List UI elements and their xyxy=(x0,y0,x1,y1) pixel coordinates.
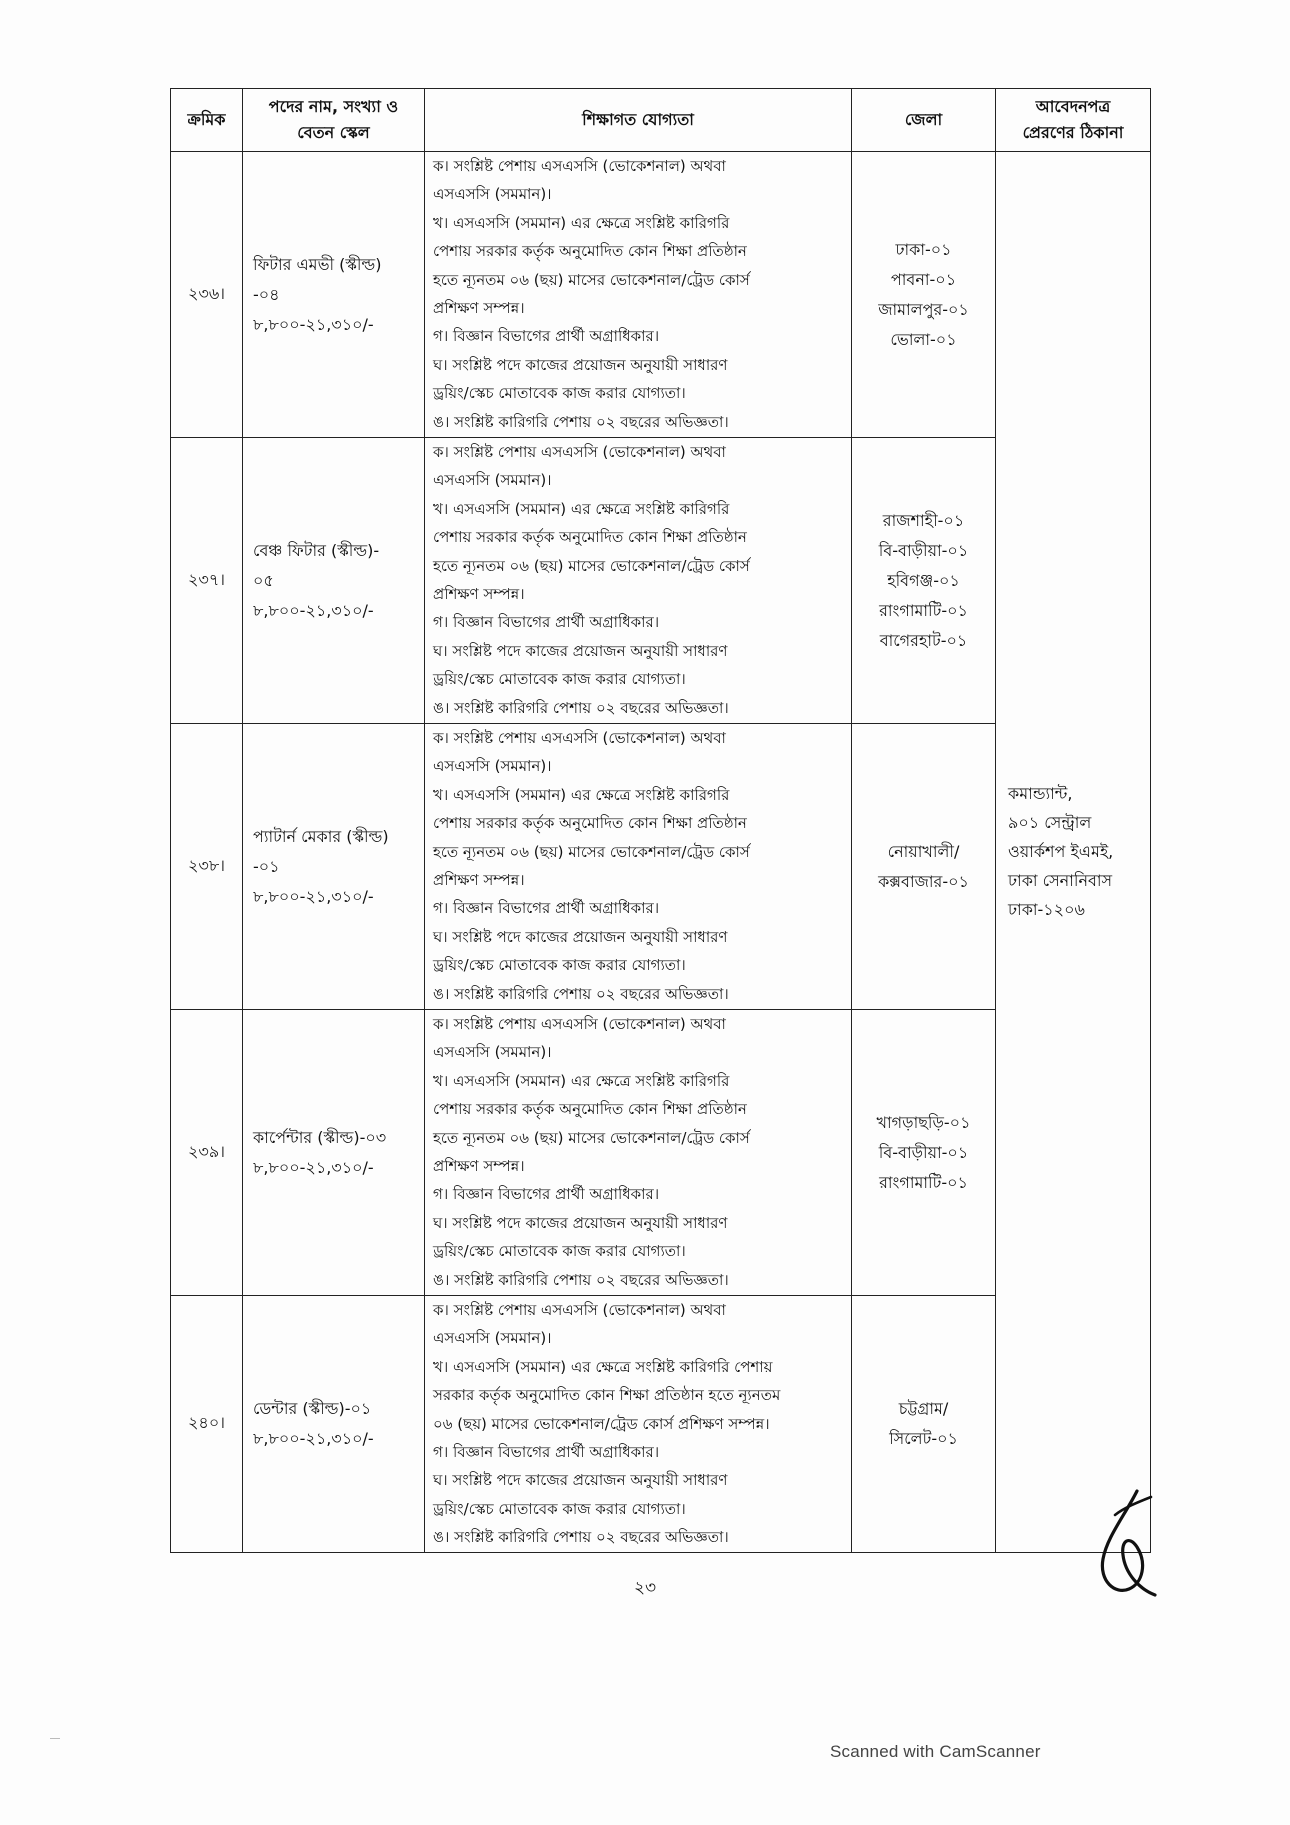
education-line: ড্রয়িং/স্কেচ মোতাবেক কাজ করার যোগ্যতা। xyxy=(433,1499,686,1518)
education-line: এসএসসি (সমমান)। xyxy=(433,471,552,490)
education-line: ঙ। সংশ্লিষ্ট কারিগরি পেশায় ০২ বছরের অভিজ্ঞতা। xyxy=(433,1528,729,1547)
district-line: ঢাকা-০১ xyxy=(895,239,952,259)
education-line: খ। এসএসসি (সমমান) এর ক্ষেত্রে সংশ্লিষ্ট কারিগরি xyxy=(433,499,730,518)
post-cell xyxy=(243,438,425,724)
district-line: রাংগামাটি-০১ xyxy=(879,1172,968,1192)
post-cell xyxy=(243,1296,425,1553)
post-line: ৮,৮০০-২১,৩১০/- xyxy=(253,600,374,620)
header-address-line: প্রেরণের ঠিকানা xyxy=(1022,123,1124,142)
education-line: এসএসসি (সমমান)। xyxy=(433,1329,552,1348)
header-post-line: বেতন স্কেল xyxy=(297,123,370,142)
serial-cell: ২৩৮। xyxy=(171,724,243,1010)
education-line: পেশায় সরকার কর্তৃক অনুমোদিত কোন শিক্ষা প্রতিষ্ঠান xyxy=(433,1100,747,1119)
district-line: জামালপুর-০১ xyxy=(878,299,969,319)
education-line: ঘ। সংশ্লিষ্ট পদে কাজের প্রয়োজন অনুযায়ী সাধারণ xyxy=(433,927,728,946)
education-line: ০৬ (ছয়) মাসের ভোকেশনাল/ট্রেড কোর্স প্রশিক্ষণ সম্পন্ন। xyxy=(433,1414,770,1433)
district-cell xyxy=(852,438,996,724)
district-line: বাগেরহাট-০১ xyxy=(879,630,968,650)
district-line: খাগড়াছড়ি-০১ xyxy=(876,1112,971,1132)
district-line: রাজশাহী-০১ xyxy=(882,510,965,530)
education-line: ক। সংশ্লিষ্ট পেশায় এসএসসি (ভোকেশনাল) অথবা xyxy=(433,729,726,747)
education-cell xyxy=(425,1010,852,1296)
post-line: ডেন্টার (স্কীল্ড)-০১ xyxy=(253,1398,372,1418)
post-line: ৮,৮০০-২১,৩১০/- xyxy=(253,886,374,906)
post-line: ০৫ xyxy=(253,570,274,590)
vacancy-table xyxy=(170,88,1151,1553)
district-line: ভোলা-০১ xyxy=(890,329,957,349)
education-line: গ। বিজ্ঞান বিভাগের প্রার্থী অগ্রাধিকার। xyxy=(433,1443,660,1462)
education-line: হতে ন্যূনতম ০৬ (ছয়) মাসের ভোকেশনাল/ট্রেড কোর্স xyxy=(433,556,750,575)
education-line: ড্রয়িং/স্কেচ মোতাবেক কাজ করার যোগ্যতা। xyxy=(433,384,686,403)
table-row xyxy=(171,152,1151,438)
education-line: হতে ন্যূনতম ০৬ (ছয়) মাসের ভোকেশনাল/ট্রেড কোর্স xyxy=(433,1128,750,1147)
district-line: সিলেট-০১ xyxy=(889,1428,958,1448)
scan-edge-mark xyxy=(50,1738,60,1739)
education-line: ড্রয়িং/স্কেচ মোতাবেক কাজ করার যোগ্যতা। xyxy=(433,1242,686,1261)
serial-cell: ২৩৬। xyxy=(171,152,243,438)
post-line: ৮,৮০০-২১,৩১০/- xyxy=(253,1157,374,1177)
education-line: গ। বিজ্ঞান বিভাগের প্রার্থী অগ্রাধিকার। xyxy=(433,613,660,632)
education-line: ঘ। সংশ্লিষ্ট পদে কাজের প্রয়োজন অনুযায়ী সাধারণ xyxy=(433,355,728,374)
education-line: পেশায় সরকার কর্তৃক অনুমোদিত কোন শিক্ষা প্রতিষ্ঠান xyxy=(433,814,747,833)
education-line: সরকার কর্তৃক অনুমোদিত কোন শিক্ষা প্রতিষ্ঠান হতে ন্যূনতম xyxy=(433,1386,781,1405)
header-education: শিক্ষাগত যোগ্যতা xyxy=(425,89,852,152)
education-cell xyxy=(425,438,852,724)
district-cell xyxy=(852,1010,996,1296)
education-line: গ। বিজ্ঞান বিভাগের প্রার্থী অগ্রাধিকার। xyxy=(433,1185,660,1204)
serial-cell: ২৩৭। xyxy=(171,438,243,724)
district-line: চট্টগ্রাম/ xyxy=(898,1398,949,1418)
education-cell xyxy=(425,1296,852,1553)
header-serial: ক্রমিক xyxy=(171,89,243,152)
education-line: ঙ। সংশ্লিষ্ট কারিগরি পেশায় ০২ বছরের অভিজ্ঞতা। xyxy=(433,412,729,431)
education-line: হতে ন্যূনতম ০৬ (ছয়) মাসের ভোকেশনাল/ট্রেড কোর্স xyxy=(433,842,750,861)
education-line: ড্রয়িং/স্কেচ মোতাবেক কাজ করার যোগ্যতা। xyxy=(433,956,686,975)
district-cell xyxy=(852,152,996,438)
education-line: ঙ। সংশ্লিষ্ট কারিগরি পেশায় ০২ বছরের অভিজ্ঞতা। xyxy=(433,1270,729,1289)
education-cell xyxy=(425,152,852,438)
education-line: প্রশিক্ষণ সম্পন্ন। xyxy=(433,585,525,604)
district-line: কক্সবাজার-০১ xyxy=(878,871,969,891)
education-line: গ। বিজ্ঞান বিভাগের প্রার্থী অগ্রাধিকার। xyxy=(433,899,660,918)
district-line: হবিগঞ্জ-০১ xyxy=(887,570,960,590)
post-cell xyxy=(243,724,425,1010)
page-number: ২৩ xyxy=(633,1578,657,1598)
education-line: ক। সংশ্লিষ্ট পেশায় এসএসসি (ভোকেশনাল) অথবা xyxy=(433,1301,726,1319)
header-post-line: পদের নাম, সংখ্যা ও xyxy=(268,97,399,116)
post-line: প্যাটার্ন মেকার (স্কীল্ড) xyxy=(253,826,389,846)
education-line: এসএসসি (সমমান)। xyxy=(433,1043,552,1062)
education-line: প্রশিক্ষণ সম্পন্ন। xyxy=(433,871,525,890)
address-line: কমান্ড্যান্ট, xyxy=(1008,784,1073,804)
education-line: ঘ। সংশ্লিষ্ট পদে কাজের প্রয়োজন অনুযায়ী সাধারণ xyxy=(433,1213,728,1232)
serial-cell: ২৪০। xyxy=(171,1296,243,1553)
district-line: পাবনা-০১ xyxy=(890,269,957,289)
address-line: ঢাকা-১২০৬ xyxy=(1008,900,1085,920)
post-line: কার্পেন্টার (স্কীল্ড)-০৩ xyxy=(253,1127,387,1147)
education-line: ড্রয়িং/স্কেচ মোতাবেক কাজ করার যোগ্যতা। xyxy=(433,670,686,689)
education-line: এসএসসি (সমমান)। xyxy=(433,185,552,204)
education-line: ঘ। সংশ্লিষ্ট পদে কাজের প্রয়োজন অনুযায়ী সাধারণ xyxy=(433,1471,728,1490)
address-line: ওয়ার্কশপ ইএমই, xyxy=(1008,842,1114,862)
scanner-watermark: Scanned with CamScanner xyxy=(830,1742,1041,1761)
education-line: খ। এসএসসি (সমমান) এর ক্ষেত্রে সংশ্লিষ্ট কারিগরি xyxy=(433,785,730,804)
header-address-line: আবেদনপত্র xyxy=(1035,97,1111,116)
education-line: পেশায় সরকার কর্তৃক অনুমোদিত কোন শিক্ষা প্রতিষ্ঠান xyxy=(433,242,747,261)
address-line: ৯০১ সেন্ট্রাল xyxy=(1008,813,1092,833)
education-line: খ। এসএসসি (সমমান) এর ক্ষেত্রে সংশ্লিষ্ট কারিগরি xyxy=(433,213,730,232)
post-line: -০৪ xyxy=(253,284,280,304)
post-line: -০১ xyxy=(253,856,280,876)
header-address xyxy=(996,89,1151,152)
post-line: ফিটার এমভী (স্কীল্ড) xyxy=(253,254,382,274)
post-cell xyxy=(243,152,425,438)
district-line: রাংগামাটি-০১ xyxy=(879,600,968,620)
district-line: বি-বাড়ীয়া-০১ xyxy=(878,1142,969,1162)
serial-cell: ২৩৯। xyxy=(171,1010,243,1296)
district-cell xyxy=(852,1296,996,1553)
education-line: ঙ। সংশ্লিষ্ট কারিগরি পেশায় ০২ বছরের অভিজ্ঞতা। xyxy=(433,984,729,1003)
district-line: নোয়াখালী/ xyxy=(887,841,960,861)
district-line: বি-বাড়ীয়া-০১ xyxy=(878,540,969,560)
education-line: প্রশিক্ষণ সম্পন্ন। xyxy=(433,299,525,318)
education-line: খ। এসএসসি (সমমান) এর ক্ষেত্রে সংশ্লিষ্ট কারিগরি পেশায় xyxy=(433,1357,773,1376)
education-line: গ। বিজ্ঞান বিভাগের প্রার্থী অগ্রাধিকার। xyxy=(433,327,660,346)
post-line: ৮,৮০০-২১,৩১০/- xyxy=(253,314,374,334)
address-line: ঢাকা সেনানিবাস xyxy=(1008,871,1113,891)
education-line: খ। এসএসসি (সমমান) এর ক্ষেত্রে সংশ্লিষ্ট কারিগরি xyxy=(433,1071,730,1090)
table-header-row xyxy=(171,89,1151,152)
post-line: ৮,৮০০-২১,৩১০/- xyxy=(253,1428,374,1448)
education-line: ক। সংশ্লিষ্ট পেশায় এসএসসি (ভোকেশনাল) অথবা xyxy=(433,157,726,175)
education-line: প্রশিক্ষণ সম্পন্ন। xyxy=(433,1157,525,1176)
education-line: ঙ। সংশ্লিষ্ট কারিগরি পেশায় ০২ বছরের অভিজ্ঞতা। xyxy=(433,698,729,717)
header-district: জেলা xyxy=(852,89,996,152)
education-line: ঘ। সংশ্লিষ্ট পদে কাজের প্রয়োজন অনুযায়ী সাধারণ xyxy=(433,641,728,660)
education-cell xyxy=(425,724,852,1010)
district-cell xyxy=(852,724,996,1010)
post-cell xyxy=(243,1010,425,1296)
post-line: বেঞ্চ ফিটার (স্কীল্ড)- xyxy=(253,540,380,560)
header-post xyxy=(243,89,425,152)
education-line: ক। সংশ্লিষ্ট পেশায় এসএসসি (ভোকেশনাল) অথবা xyxy=(433,1015,726,1033)
education-line: পেশায় সরকার কর্তৃক অনুমোদিত কোন শিক্ষা প্রতিষ্ঠান xyxy=(433,528,747,547)
address-cell xyxy=(996,152,1151,1553)
education-line: এসএসসি (সমমান)। xyxy=(433,757,552,776)
education-line: ক। সংশ্লিষ্ট পেশায় এসএসসি (ভোকেশনাল) অথবা xyxy=(433,443,726,461)
education-line: হতে ন্যূনতম ০৬ (ছয়) মাসের ভোকেশনাল/ট্রেড কোর্স xyxy=(433,270,750,289)
